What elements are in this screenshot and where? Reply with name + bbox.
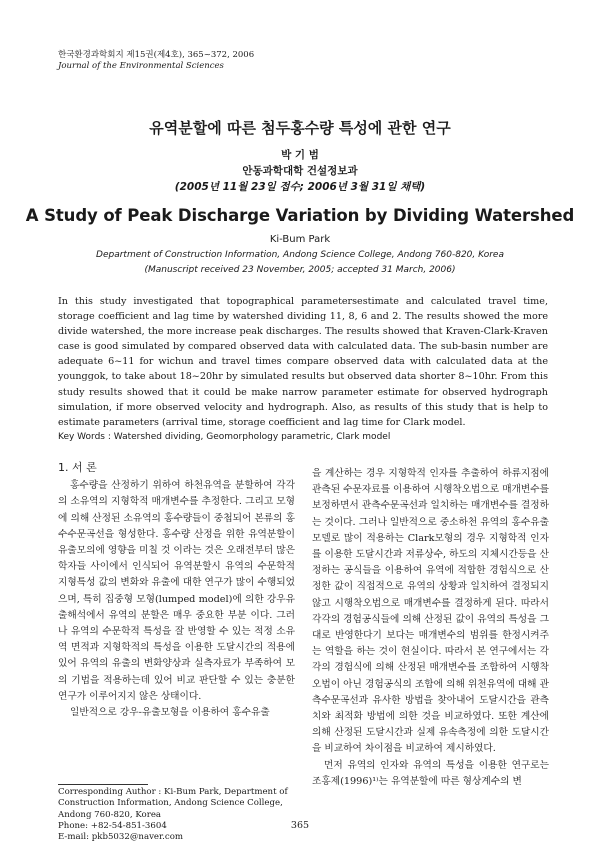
footnote-author: Corresponding Author : Ki-Bum Park, Department of Construction Information, Andong Science College, Andong 760-820, Korea: [58, 787, 288, 820]
corresponding-author-footnote: [58, 787, 296, 843]
title-korean: 유역분할에 따른 첨두홍수량 특성에 관한 연구: [149, 119, 451, 137]
body-left-column: [58, 460, 295, 721]
affiliation-korean: 안동과학대학 건설정보과: [242, 165, 358, 177]
author-korean: 박 기 범: [281, 149, 319, 161]
author-english: Ki-Bum Park: [269, 234, 331, 245]
title-english: A Study of Peak Discharge Variation by Dividing Watershed: [25, 206, 575, 225]
paragraph: 홍수량을 산정하기 위하여 하천유역을 분할하여 각각의 소유역의 지형학적 매개변수를 추정한다. 그리고 모형에 의해 산정된 소유역의 홍수량들이 중첩되어 본류의 홍수수문곡선을 형성한다. 홍수량 산정을 위한 유역분할이 유출모의에 영향을 미칠 것 이라는 것은 오래전부터 많은 학자들 사이에서 인식되어 유역분할시 유역의 수문학적 지형특성 값의 변화와 유출에 대한 연구가 많이 수행되었으며, 특히 집중형 모형(lumped model)에 의한 강우유출해석에서 유역의 분할은 매우 중요한 부분 이다. 그러나 유역의 수문학적 특성을 잘 반영할 수 있는 적정 소유역 면적과 지형학적의 특성을 이용한 도달시간의 적용에 있어 유역의 유출의 변화양상과 실측자료가 부족하여 모의 기법을 적용하는데 있어 비교 판단할 수 있는 충분한 연구가 이루어지지 않은 상태이다.: [58, 480, 295, 702]
footnote-phone: Phone: +82-54-851-3604: [58, 820, 167, 831]
footnote-divider: [58, 784, 148, 785]
paragraph: 을 계산하는 경우 지형학적 인자를 추출하여 하류지점에 관측된 수문자료를 이용하여 시행착오법으로 매개변수를 보정하면서 관측수문곡선과 일치하는 매개변수를 결정하는 것이다. 그러나 일반적으로 중소하천 유역의 홍수유출모델로 많이 적용하는 Clark모형의 경우 지형학적 인자를 이용한 도달시간과 저류상수, 하도의 지체시간등을 산정하는 공식들을 이용하여 유역에 적합한 경험식으로 산정한 값이 직접적으로 유역의 상황과 일치하여 결정되지 않고 시행착오법으로 매개변수를 결정하게 된다. 따라서 각각의 경험공식들에 의해 산정된 값이 유역의 특성을 그대로 반영한다기 보다는 매개변수의 범위를 한정시켜주는 역할을 하는 것이 현실이다. 따라서 본 연구에서는 각각의 경험식에 의해 산정된 매개변수를 조합하여 시행착오법이 아닌 경험공식의 조합에 의해 위천유역에 대해 관측수문곡선과 유사한 방법을 찾아내어 도달시간을 관측치와 최적화 방법에 의한 것을 비교하였다. 또한 계산에 의해 산정된 도달시간과 실제 유속측정에 의한 도달시간을 비교하여 차이점을 비교하여 제시하였다.: [312, 468, 549, 755]
abstract: In this study investigated that topographical parametersestimate and calculated travel time, storage coefficient and lag time by watershed dividing 11, 8, 6 and 2. The results showed the more divide watershed, the more increase peak discharges. The results showed that Kraven-Clark-Kraven case is good simulated by compared observed data with calculated data. The sub-basin number are adequate 6~11 for wichun and travel times compare observed data with calculated data at the younggok, to take about 18~20hr by simulated results but observed data shorter 8~10hr. From this study results showed that it could be make narrow parameter estimate for observed hydrograph simulation, if more observed velocity and hydrograph. Also, as results of this study that is help to estimate parameters (arrival time, storage coefficient and lag time for Clark model.: [58, 296, 548, 428]
journal-citation: 한국환경과학회지 제15권(제4호), 365~372, 2006: [58, 50, 255, 60]
keywords: Key Words : Watershed dividing, Geomorphology parametric, Clark model: [58, 432, 391, 442]
manuscript-dates: (Manuscript received 23 November, 2005; accepted 31 March, 2006): [144, 265, 456, 275]
section-heading: 1. 서 론: [58, 461, 97, 474]
dates-korean: (2005년 11월 23일 접수; 2006년 3월 31일 채택): [174, 181, 426, 193]
paragraph: 먼저 유역의 인자와 유역의 특성을 이용한 연구로는 조홍제(1996)¹⁾는 유역분할에 따른 형상계수의 변: [312, 759, 549, 787]
footnote-email: E-mail: pkb5032@naver.com: [58, 832, 184, 843]
journal-name: Journal of the Environmental Sciences: [58, 61, 224, 71]
page-number: 365: [290, 820, 310, 831]
body-right-column: [312, 466, 549, 790]
paragraph: 일반적으로 강우-유출모형을 이용하여 홍수유출: [70, 707, 270, 719]
affiliation-english: Department of Construction Information, Andong Science College, Andong 760-820, Korea: [96, 250, 504, 260]
